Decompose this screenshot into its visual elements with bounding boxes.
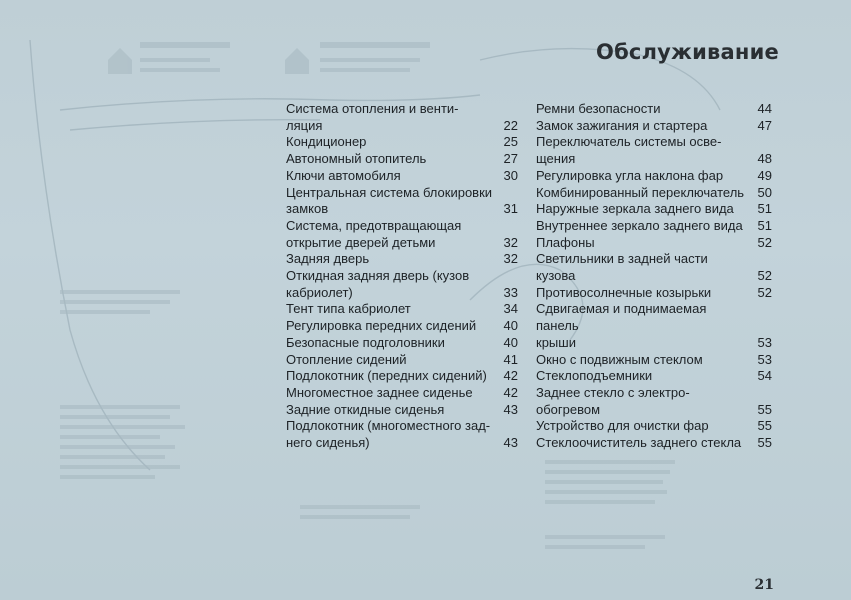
- toc-entry: [286, 101, 518, 134]
- toc-entry-title: Переключатель системы осве- щения: [536, 134, 722, 167]
- toc-entry-title: Тент типа кабриолет: [286, 301, 411, 317]
- toc-entry: [536, 134, 772, 167]
- toc-entry: [536, 168, 772, 185]
- toc-entry-page: 43: [503, 435, 518, 451]
- toc-entry-title: Отопление сидений: [286, 351, 407, 367]
- toc-entry-title: Система отопления и венти- ляция: [286, 101, 459, 133]
- toc-entry-page: 30: [503, 167, 518, 183]
- toc-entry-page: 53: [757, 334, 772, 350]
- toc-entry: [286, 268, 518, 301]
- toc-entry: [286, 352, 518, 369]
- toc-entry-title: Центральная система блокировки замков: [286, 184, 493, 217]
- toc-entry: [536, 385, 772, 418]
- toc-entry-title: Стеклоподъемники: [536, 368, 653, 384]
- toc-entry-title: Откидная задняя дверь (кузов кабриолет): [286, 268, 470, 300]
- toc-entry-page: 55: [757, 435, 772, 451]
- toc-entry: [286, 385, 518, 402]
- toc-entry-page: 55: [757, 418, 772, 434]
- toc-entry-title: Ключи автомобиля: [286, 167, 401, 183]
- toc-entry-title: Подлокотник (передних сидений): [286, 368, 487, 384]
- toc-entry-page: 22: [503, 117, 518, 133]
- toc-entry-title: Окно с подвижным стеклом: [536, 351, 703, 367]
- page-number: 21: [754, 577, 774, 593]
- toc-entry-title: Внутреннее зеркало заднего вида: [536, 217, 743, 233]
- toc-entry-page: 40: [503, 318, 518, 334]
- toc-entry-title: Задняя дверь: [286, 251, 370, 267]
- toc-entry: [286, 368, 518, 385]
- toc-entry-title: Комбинированный переключатель: [536, 184, 745, 200]
- section-title: Обслуживание: [596, 40, 779, 64]
- toc-entry: [286, 418, 518, 451]
- toc-entry-page: 41: [503, 351, 518, 367]
- toc-entry: [286, 185, 518, 218]
- toc-entry-title: Замок зажигания и стартера: [536, 117, 708, 133]
- toc-entry: [536, 101, 772, 118]
- toc-entry-page: 25: [503, 134, 518, 150]
- toc-entry: [286, 335, 518, 352]
- toc-entry: [536, 185, 772, 202]
- toc-entry-page: 33: [503, 284, 518, 300]
- toc-entry-title: Регулировка передних сидений: [286, 318, 477, 334]
- toc-entry-title: Ремни безопасности: [536, 101, 661, 116]
- toc-entry: [286, 134, 518, 151]
- toc-entry: [536, 435, 772, 452]
- toc-entry: [286, 251, 518, 268]
- toc-entry-page: 50: [757, 184, 772, 200]
- toc-entry-page: 42: [503, 384, 518, 400]
- toc-entry: [286, 168, 518, 185]
- toc-right-column: [536, 101, 772, 452]
- toc-entry: [536, 251, 772, 284]
- toc-entry-page: 44: [757, 101, 772, 116]
- toc-entry: [286, 318, 518, 335]
- toc-entry-page: 53: [757, 351, 772, 367]
- toc-entry-page: 32: [503, 251, 518, 267]
- toc-entry-title: Подлокотник (многоместного зад- него сиденья): [286, 418, 491, 451]
- toc-entry-page: 43: [503, 401, 518, 417]
- toc-entry: [536, 285, 772, 302]
- toc-entry: [536, 418, 772, 435]
- toc-entry: [286, 402, 518, 419]
- toc-entry-title: Кондиционер: [286, 134, 367, 150]
- toc-entry-page: 31: [503, 201, 518, 217]
- toc-entry-page: 40: [503, 334, 518, 350]
- toc-entry: [536, 352, 772, 369]
- toc-entry-title: Светильники в задней части кузова: [536, 251, 708, 284]
- toc-entry-title: Система, предотвращающая открытие дверей детьми: [286, 217, 462, 250]
- toc-entry: [536, 301, 772, 351]
- toc-entry: [536, 201, 772, 218]
- toc-entry: [536, 118, 772, 135]
- toc-entry-title: Противосолнечные козырьки: [536, 284, 712, 300]
- toc-entry-title: Устройство для очистки фар: [536, 418, 709, 434]
- toc-entry-title: Заднее стекло с электро- обогревом: [536, 384, 690, 417]
- toc-left-column: [286, 101, 518, 452]
- toc-entry-page: 48: [757, 151, 772, 167]
- toc-entry: [286, 218, 518, 251]
- toc-entry: [286, 301, 518, 318]
- toc-entry-page: 34: [503, 301, 518, 317]
- toc-entry-page: 49: [757, 167, 772, 183]
- toc-entry: [536, 368, 772, 385]
- toc-entry-title: Автономный отопитель: [286, 151, 427, 167]
- toc-entry: [536, 235, 772, 252]
- toc-entry: [536, 218, 772, 235]
- toc-entry-page: 27: [503, 151, 518, 167]
- toc-entry-title: Сдвигаемая и поднимаемая панель крыши: [536, 301, 707, 350]
- toc-entry-page: 47: [757, 117, 772, 133]
- toc-entry-title: Наружные зеркала заднего вида: [536, 201, 734, 217]
- toc-entry-page: 52: [757, 234, 772, 250]
- toc-entry-page: 51: [757, 201, 772, 217]
- toc-entry-page: 54: [757, 368, 772, 384]
- toc-entry-page: 51: [757, 217, 772, 233]
- toc-entry-page: 52: [757, 284, 772, 300]
- toc-entry-title: Задние откидные сиденья: [286, 401, 445, 417]
- toc-entry: [286, 151, 518, 168]
- toc-entry-title: Безопасные подголовники: [286, 334, 445, 350]
- toc-entry-title: Регулировка угла наклона фар: [536, 167, 724, 183]
- toc-entry-page: 32: [503, 234, 518, 250]
- toc-entry-title: Многоместное заднее сиденье: [286, 384, 473, 400]
- toc-entry-page: 55: [757, 401, 772, 417]
- toc-entry-page: 52: [757, 268, 772, 284]
- toc-entry-title: Плафоны: [536, 234, 595, 250]
- toc-entry-title: Стеклоочиститель заднего стекла: [536, 435, 742, 451]
- toc-entry-page: 42: [503, 368, 518, 384]
